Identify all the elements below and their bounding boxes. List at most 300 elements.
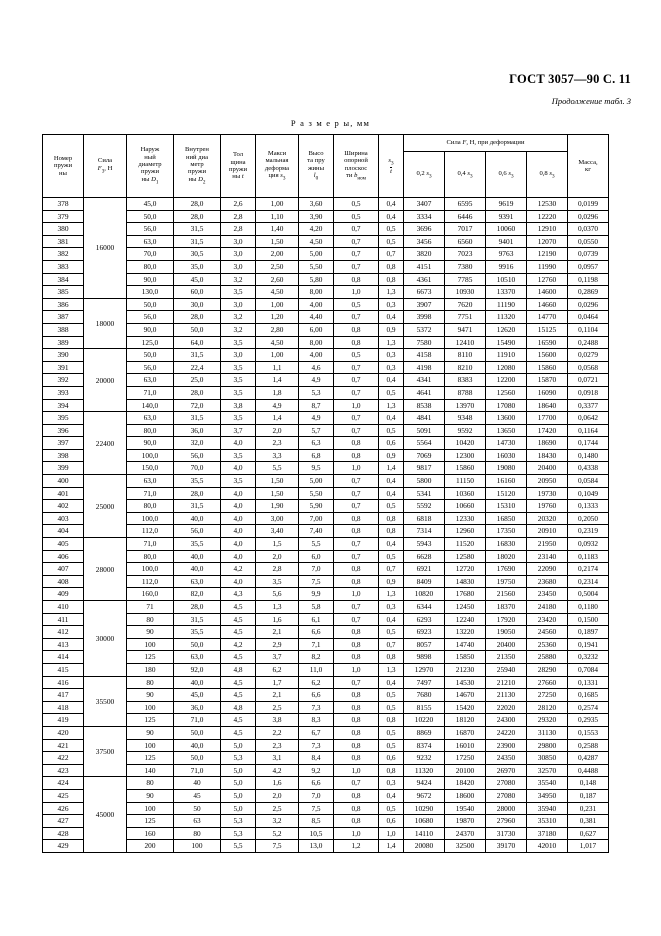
cell-height: 7,0 bbox=[299, 563, 334, 576]
cell-support-width: 0,7 bbox=[334, 613, 379, 626]
cell-spring-number: 386 bbox=[43, 298, 84, 311]
cell-force-02s3: 3696 bbox=[404, 223, 445, 236]
cell-spring-number: 417 bbox=[43, 689, 84, 702]
cell-force-06s3: 9391 bbox=[486, 210, 527, 223]
cell-height: 7,3 bbox=[299, 739, 334, 752]
cell-force-08s3: 28120 bbox=[527, 701, 568, 714]
cell-height: 5,5 bbox=[299, 538, 334, 551]
table-row bbox=[43, 588, 609, 601]
cell-height: 4,20 bbox=[299, 223, 334, 236]
cell-ratio: 1,3 bbox=[379, 399, 404, 412]
cell-force-08s3: 35310 bbox=[527, 815, 568, 828]
cell-ratio: 0,7 bbox=[379, 638, 404, 651]
cell-height: 9,2 bbox=[299, 764, 334, 777]
cell-inner-diameter: 50,0 bbox=[174, 752, 221, 765]
cell-support-width: 0,7 bbox=[334, 248, 379, 261]
cell-support-width: 0,8 bbox=[334, 714, 379, 727]
cell-force-06s3: 12560 bbox=[486, 386, 527, 399]
cell-force-06s3: 27960 bbox=[486, 815, 527, 828]
table-row bbox=[43, 412, 609, 425]
cell-mass: 0,627 bbox=[568, 827, 609, 840]
cell-mass: 0,1744 bbox=[568, 437, 609, 450]
cell-thickness: 4,0 bbox=[221, 462, 256, 475]
cell-inner-diameter: 25,0 bbox=[174, 374, 221, 387]
cell-support-width: 0,5 bbox=[334, 198, 379, 211]
cell-outer-diameter: 71,0 bbox=[127, 538, 174, 551]
cell-force-08s3: 15860 bbox=[527, 361, 568, 374]
cell-height: 10,5 bbox=[299, 827, 334, 840]
cell-outer-diameter: 112,0 bbox=[127, 575, 174, 588]
cell-spring-number: 384 bbox=[43, 273, 84, 286]
cell-mass: 0,4338 bbox=[568, 462, 609, 475]
cell-height: 5,80 bbox=[299, 273, 334, 286]
cell-mass: 0,187 bbox=[568, 789, 609, 802]
cell-mass: 0,1331 bbox=[568, 676, 609, 689]
cell-force-02s3: 7580 bbox=[404, 336, 445, 349]
cell-thickness: 3,8 bbox=[221, 399, 256, 412]
cell-spring-number: 424 bbox=[43, 777, 84, 790]
cell-outer-diameter: 150,0 bbox=[127, 462, 174, 475]
cell-height: 6,6 bbox=[299, 689, 334, 702]
cell-mass: 0,2174 bbox=[568, 563, 609, 576]
cell-outer-diameter: 100,0 bbox=[127, 449, 174, 462]
cell-force-group: 37500 bbox=[84, 726, 127, 776]
cell-inner-diameter: 36,0 bbox=[174, 424, 221, 437]
cell-spring-number: 392 bbox=[43, 374, 84, 387]
cell-outer-diameter: 140 bbox=[127, 764, 174, 777]
cell-spring-number: 381 bbox=[43, 235, 84, 248]
cell-max-deformation: 3,7 bbox=[256, 651, 299, 664]
col-height: Высо та пру жины $l_0$ bbox=[299, 135, 334, 198]
cell-ratio: 0,3 bbox=[379, 601, 404, 614]
table-row bbox=[43, 651, 609, 664]
cell-thickness: 3,2 bbox=[221, 273, 256, 286]
cell-support-width: 0,8 bbox=[334, 563, 379, 576]
cell-force-02s3: 5592 bbox=[404, 500, 445, 513]
cell-support-width: 1,0 bbox=[334, 588, 379, 601]
cell-thickness: 4,5 bbox=[221, 726, 256, 739]
cell-height: 5,90 bbox=[299, 500, 334, 513]
cell-force-08s3: 31130 bbox=[527, 726, 568, 739]
cell-force-02s3: 10220 bbox=[404, 714, 445, 727]
cell-force-02s3: 6293 bbox=[404, 613, 445, 626]
cell-support-width: 0,7 bbox=[334, 424, 379, 437]
cell-support-width: 1,0 bbox=[334, 827, 379, 840]
cell-mass: 0,2574 bbox=[568, 701, 609, 714]
cell-max-deformation: 1,4 bbox=[256, 374, 299, 387]
cell-height: 8,00 bbox=[299, 336, 334, 349]
cell-max-deformation: 1,8 bbox=[256, 386, 299, 399]
cell-inner-diameter: 92,0 bbox=[174, 663, 221, 676]
cell-force-06s3: 9401 bbox=[486, 235, 527, 248]
cell-force-04s3: 8788 bbox=[445, 386, 486, 399]
cell-mass: 0,1685 bbox=[568, 689, 609, 702]
cell-outer-diameter: 63,0 bbox=[127, 374, 174, 387]
cell-force-04s3: 9471 bbox=[445, 323, 486, 336]
cell-ratio: 0,4 bbox=[379, 412, 404, 425]
cell-spring-number: 423 bbox=[43, 764, 84, 777]
cell-spring-number: 385 bbox=[43, 286, 84, 299]
cell-height: 8,3 bbox=[299, 714, 334, 727]
cell-force-02s3: 10820 bbox=[404, 588, 445, 601]
table-row bbox=[43, 689, 609, 702]
cell-thickness: 3,0 bbox=[221, 248, 256, 261]
cell-force-04s3: 24370 bbox=[445, 827, 486, 840]
cell-ratio: 1,3 bbox=[379, 663, 404, 676]
cell-force-08s3: 16590 bbox=[527, 336, 568, 349]
cell-inner-diameter: 30,0 bbox=[174, 298, 221, 311]
cell-height: 7,0 bbox=[299, 789, 334, 802]
cell-spring-number: 415 bbox=[43, 663, 84, 676]
cell-force-08s3: 30850 bbox=[527, 752, 568, 765]
cell-thickness: 5,3 bbox=[221, 752, 256, 765]
cell-spring-number: 380 bbox=[43, 223, 84, 236]
cell-height: 6,0 bbox=[299, 550, 334, 563]
cell-force-02s3: 8869 bbox=[404, 726, 445, 739]
cell-max-deformation: 1,00 bbox=[256, 198, 299, 211]
cell-force-06s3: 21130 bbox=[486, 689, 527, 702]
cell-height: 6,8 bbox=[299, 449, 334, 462]
table-row bbox=[43, 260, 609, 273]
cell-outer-diameter: 71,0 bbox=[127, 386, 174, 399]
cell-force-06s3: 16160 bbox=[486, 475, 527, 488]
cell-force-02s3: 20080 bbox=[404, 840, 445, 853]
cell-inner-diameter: 45,0 bbox=[174, 273, 221, 286]
cell-max-deformation: 2,00 bbox=[256, 248, 299, 261]
cell-force-08s3: 27660 bbox=[527, 676, 568, 689]
cell-thickness: 5,0 bbox=[221, 802, 256, 815]
cell-force-04s3: 9592 bbox=[445, 424, 486, 437]
cell-max-deformation: 1,6 bbox=[256, 613, 299, 626]
cell-thickness: 4,8 bbox=[221, 701, 256, 714]
cell-spring-number: 378 bbox=[43, 198, 84, 211]
cell-force-02s3: 3998 bbox=[404, 311, 445, 324]
cell-outer-diameter: 90 bbox=[127, 726, 174, 739]
cell-force-08s3: 35540 bbox=[527, 777, 568, 790]
cell-spring-number: 414 bbox=[43, 651, 84, 664]
cell-thickness: 3,0 bbox=[221, 260, 256, 273]
cell-spring-number: 388 bbox=[43, 323, 84, 336]
cell-max-deformation: 2,1 bbox=[256, 626, 299, 639]
cell-mass: 0,1198 bbox=[568, 273, 609, 286]
cell-mass: 0,1500 bbox=[568, 613, 609, 626]
col-thickness: Тол щина пружи ны t bbox=[221, 135, 256, 198]
cell-spring-number: 421 bbox=[43, 739, 84, 752]
table-row bbox=[43, 563, 609, 576]
cell-ratio: 1,0 bbox=[379, 827, 404, 840]
cell-max-deformation: 2,5 bbox=[256, 701, 299, 714]
cell-thickness: 2,8 bbox=[221, 210, 256, 223]
cell-spring-number: 387 bbox=[43, 311, 84, 324]
cell-outer-diameter: 80,0 bbox=[127, 500, 174, 513]
cell-mass: 0,4488 bbox=[568, 764, 609, 777]
cell-outer-diameter: 80 bbox=[127, 676, 174, 689]
table-row bbox=[43, 500, 609, 513]
cell-ratio: 0,8 bbox=[379, 714, 404, 727]
cell-outer-diameter: 200 bbox=[127, 840, 174, 853]
cell-spring-number: 429 bbox=[43, 840, 84, 853]
cell-height: 4,50 bbox=[299, 235, 334, 248]
cell-force-04s3: 11150 bbox=[445, 475, 486, 488]
cell-outer-diameter: 125,0 bbox=[127, 336, 174, 349]
cell-ratio: 0,5 bbox=[379, 386, 404, 399]
cell-force-04s3: 14530 bbox=[445, 676, 486, 689]
cell-height: 4,00 bbox=[299, 298, 334, 311]
cell-support-width: 0,8 bbox=[334, 449, 379, 462]
cell-force-08s3: 23140 bbox=[527, 550, 568, 563]
cell-ratio: 0,5 bbox=[379, 424, 404, 437]
cell-inner-diameter: 31,5 bbox=[174, 613, 221, 626]
cell-thickness: 3,0 bbox=[221, 349, 256, 362]
cell-inner-diameter: 40,0 bbox=[174, 563, 221, 576]
cell-force-06s3: 19080 bbox=[486, 462, 527, 475]
cell-mass: 0,2935 bbox=[568, 714, 609, 727]
cell-force-group: 45000 bbox=[84, 777, 127, 853]
cell-mass: 0,1480 bbox=[568, 449, 609, 462]
cell-thickness: 5,0 bbox=[221, 739, 256, 752]
cell-mass: 0,0550 bbox=[568, 235, 609, 248]
cell-force-06s3: 18020 bbox=[486, 550, 527, 563]
cell-force-06s3: 13650 bbox=[486, 424, 527, 437]
cell-force-06s3: 24220 bbox=[486, 726, 527, 739]
cell-mass: 0,1941 bbox=[568, 638, 609, 651]
cell-force-08s3: 18640 bbox=[527, 399, 568, 412]
cell-force-04s3: 12720 bbox=[445, 563, 486, 576]
cell-height: 5,7 bbox=[299, 424, 334, 437]
cell-support-width: 0,8 bbox=[334, 273, 379, 286]
cell-ratio: 0,5 bbox=[379, 235, 404, 248]
cell-inner-diameter: 50,0 bbox=[174, 323, 221, 336]
cell-force-04s3: 13220 bbox=[445, 626, 486, 639]
cell-force-04s3: 8110 bbox=[445, 349, 486, 362]
cell-spring-number: 408 bbox=[43, 575, 84, 588]
cell-force-02s3: 9898 bbox=[404, 651, 445, 664]
cell-force-06s3: 16830 bbox=[486, 538, 527, 551]
cell-support-width: 0,8 bbox=[334, 437, 379, 450]
cell-ratio: 0,4 bbox=[379, 487, 404, 500]
table-row bbox=[43, 475, 609, 488]
cell-inner-diameter: 50,0 bbox=[174, 638, 221, 651]
cell-force-02s3: 5091 bbox=[404, 424, 445, 437]
cell-support-width: 0,8 bbox=[334, 336, 379, 349]
cell-mass: 0,1049 bbox=[568, 487, 609, 500]
cell-force-06s3: 21350 bbox=[486, 651, 527, 664]
cell-force-04s3: 16870 bbox=[445, 726, 486, 739]
cell-force-group: 30000 bbox=[84, 601, 127, 677]
cell-ratio: 0,4 bbox=[379, 676, 404, 689]
table-row bbox=[43, 827, 609, 840]
cell-force-02s3: 6923 bbox=[404, 626, 445, 639]
cell-outer-diameter: 63,0 bbox=[127, 475, 174, 488]
cell-max-deformation: 2,0 bbox=[256, 789, 299, 802]
cell-force-04s3: 12240 bbox=[445, 613, 486, 626]
cell-inner-diameter: 35,5 bbox=[174, 475, 221, 488]
cell-force-06s3: 27080 bbox=[486, 777, 527, 790]
cell-spring-number: 389 bbox=[43, 336, 84, 349]
cell-height: 7,5 bbox=[299, 575, 334, 588]
cell-outer-diameter: 90 bbox=[127, 789, 174, 802]
cell-outer-diameter: 180 bbox=[127, 663, 174, 676]
cell-force-02s3: 6628 bbox=[404, 550, 445, 563]
cell-inner-diameter: 72,0 bbox=[174, 399, 221, 412]
cell-spring-number: 425 bbox=[43, 789, 84, 802]
cell-spring-number: 411 bbox=[43, 613, 84, 626]
cell-force-08s3: 23450 bbox=[527, 588, 568, 601]
cell-max-deformation: 6,2 bbox=[256, 663, 299, 676]
cell-force-08s3: 18690 bbox=[527, 437, 568, 450]
col-force-08s3: 0,8 $s_3$ bbox=[527, 152, 568, 198]
cell-force-04s3: 8383 bbox=[445, 374, 486, 387]
cell-outer-diameter: 160,0 bbox=[127, 588, 174, 601]
cell-height: 4,9 bbox=[299, 412, 334, 425]
cell-ratio: 0,3 bbox=[379, 349, 404, 362]
cell-force-04s3: 10930 bbox=[445, 286, 486, 299]
cell-force-02s3: 4198 bbox=[404, 361, 445, 374]
cell-support-width: 0,7 bbox=[334, 601, 379, 614]
cell-ratio: 1,3 bbox=[379, 336, 404, 349]
cell-force-06s3: 21210 bbox=[486, 676, 527, 689]
cell-force-06s3: 16030 bbox=[486, 449, 527, 462]
cell-ratio: 0,7 bbox=[379, 563, 404, 576]
cell-height: 3,60 bbox=[299, 198, 334, 211]
cell-force-04s3: 19540 bbox=[445, 802, 486, 815]
cell-force-08s3: 20320 bbox=[527, 512, 568, 525]
cell-thickness: 3,7 bbox=[221, 424, 256, 437]
cell-support-width: 0,7 bbox=[334, 538, 379, 551]
cell-force-04s3: 6595 bbox=[445, 198, 486, 211]
cell-spring-number: 428 bbox=[43, 827, 84, 840]
cell-outer-diameter: 56,0 bbox=[127, 361, 174, 374]
cell-outer-diameter: 50,0 bbox=[127, 298, 174, 311]
col-spring-number: Номер пружи ны bbox=[43, 135, 84, 198]
cell-height: 9,9 bbox=[299, 588, 334, 601]
cell-force-04s3: 9348 bbox=[445, 412, 486, 425]
cell-force-06s3: 16850 bbox=[486, 512, 527, 525]
table-row bbox=[43, 512, 609, 525]
cell-thickness: 4,2 bbox=[221, 563, 256, 576]
cell-max-deformation: 2,1 bbox=[256, 689, 299, 702]
cell-thickness: 5,5 bbox=[221, 840, 256, 853]
cell-force-08s3: 15125 bbox=[527, 323, 568, 336]
cell-spring-number: 401 bbox=[43, 487, 84, 500]
cell-spring-number: 395 bbox=[43, 412, 84, 425]
cell-outer-diameter: 70,0 bbox=[127, 248, 174, 261]
table-row bbox=[43, 714, 609, 727]
cell-spring-number: 400 bbox=[43, 475, 84, 488]
cell-thickness: 4,0 bbox=[221, 525, 256, 538]
cell-force-06s3: 9763 bbox=[486, 248, 527, 261]
cell-force-group: 22400 bbox=[84, 412, 127, 475]
cell-inner-diameter: 31,5 bbox=[174, 235, 221, 248]
cell-height: 6,2 bbox=[299, 676, 334, 689]
cell-support-width: 0,5 bbox=[334, 298, 379, 311]
cell-mass: 0,5004 bbox=[568, 588, 609, 601]
cell-mass: 0,0296 bbox=[568, 210, 609, 223]
table-row bbox=[43, 638, 609, 651]
cell-force-04s3: 15420 bbox=[445, 701, 486, 714]
cell-support-width: 0,8 bbox=[334, 689, 379, 702]
cell-force-04s3: 12410 bbox=[445, 336, 486, 349]
cell-spring-number: 418 bbox=[43, 701, 84, 714]
cell-force-04s3: 11520 bbox=[445, 538, 486, 551]
cell-force-04s3: 21230 bbox=[445, 663, 486, 676]
cell-max-deformation: 3,8 bbox=[256, 714, 299, 727]
cell-thickness: 4,5 bbox=[221, 676, 256, 689]
cell-thickness: 4,2 bbox=[221, 638, 256, 651]
cell-mass: 0,381 bbox=[568, 815, 609, 828]
cell-height: 7,40 bbox=[299, 525, 334, 538]
cell-mass: 0,2050 bbox=[568, 512, 609, 525]
cell-support-width: 0,8 bbox=[334, 638, 379, 651]
cell-max-deformation: 7,5 bbox=[256, 840, 299, 853]
cell-outer-diameter: 90,0 bbox=[127, 437, 174, 450]
cell-mass: 0,1183 bbox=[568, 550, 609, 563]
cell-support-width: 0,7 bbox=[334, 412, 379, 425]
table-row bbox=[43, 550, 609, 563]
cell-height: 13,0 bbox=[299, 840, 334, 853]
cell-outer-diameter: 80,0 bbox=[127, 550, 174, 563]
table-row bbox=[43, 374, 609, 387]
table-row bbox=[43, 726, 609, 739]
cell-force-06s3: 24350 bbox=[486, 752, 527, 765]
cell-force-08s3: 37180 bbox=[527, 827, 568, 840]
cell-spring-number: 397 bbox=[43, 437, 84, 450]
cell-height: 8,00 bbox=[299, 286, 334, 299]
cell-force-02s3: 6673 bbox=[404, 286, 445, 299]
cell-max-deformation: 1,40 bbox=[256, 223, 299, 236]
cell-thickness: 4,0 bbox=[221, 550, 256, 563]
cell-thickness: 5,0 bbox=[221, 777, 256, 790]
cell-ratio: 0,4 bbox=[379, 538, 404, 551]
cell-force-04s3: 8210 bbox=[445, 361, 486, 374]
cell-force-02s3: 5564 bbox=[404, 437, 445, 450]
cell-inner-diameter: 40,0 bbox=[174, 676, 221, 689]
cell-force-08s3: 29320 bbox=[527, 714, 568, 727]
table-row bbox=[43, 739, 609, 752]
table-row bbox=[43, 752, 609, 765]
cell-mass: 0,2319 bbox=[568, 525, 609, 538]
table-row bbox=[43, 575, 609, 588]
cell-force-08s3: 12220 bbox=[527, 210, 568, 223]
cell-force-group: 16000 bbox=[84, 198, 127, 299]
cell-force-06s3: 18370 bbox=[486, 601, 527, 614]
cell-thickness: 4,5 bbox=[221, 613, 256, 626]
col-force: Сила $F_3$, Н bbox=[84, 135, 127, 198]
cell-force-04s3: 15860 bbox=[445, 462, 486, 475]
cell-force-08s3: 15600 bbox=[527, 349, 568, 362]
cell-inner-diameter: 28,0 bbox=[174, 210, 221, 223]
cell-support-width: 0,8 bbox=[334, 651, 379, 664]
cell-mass: 0,0721 bbox=[568, 374, 609, 387]
cell-inner-diameter: 40,0 bbox=[174, 739, 221, 752]
cell-mass: 0,2314 bbox=[568, 575, 609, 588]
cell-support-width: 0,7 bbox=[334, 550, 379, 563]
cell-ratio: 0,3 bbox=[379, 298, 404, 311]
cell-force-08s3: 24560 bbox=[527, 626, 568, 639]
cell-force-group: 18000 bbox=[84, 298, 127, 348]
cell-thickness: 3,0 bbox=[221, 235, 256, 248]
cell-outer-diameter: 56,0 bbox=[127, 311, 174, 324]
cell-thickness: 5,3 bbox=[221, 815, 256, 828]
cell-spring-number: 402 bbox=[43, 500, 84, 513]
cell-force-06s3: 13600 bbox=[486, 412, 527, 425]
table-row bbox=[43, 223, 609, 236]
cell-force-06s3: 14730 bbox=[486, 437, 527, 450]
cell-force-08s3: 11990 bbox=[527, 260, 568, 273]
cell-force-02s3: 8057 bbox=[404, 638, 445, 651]
cell-outer-diameter: 90 bbox=[127, 689, 174, 702]
cell-force-group: 28000 bbox=[84, 538, 127, 601]
